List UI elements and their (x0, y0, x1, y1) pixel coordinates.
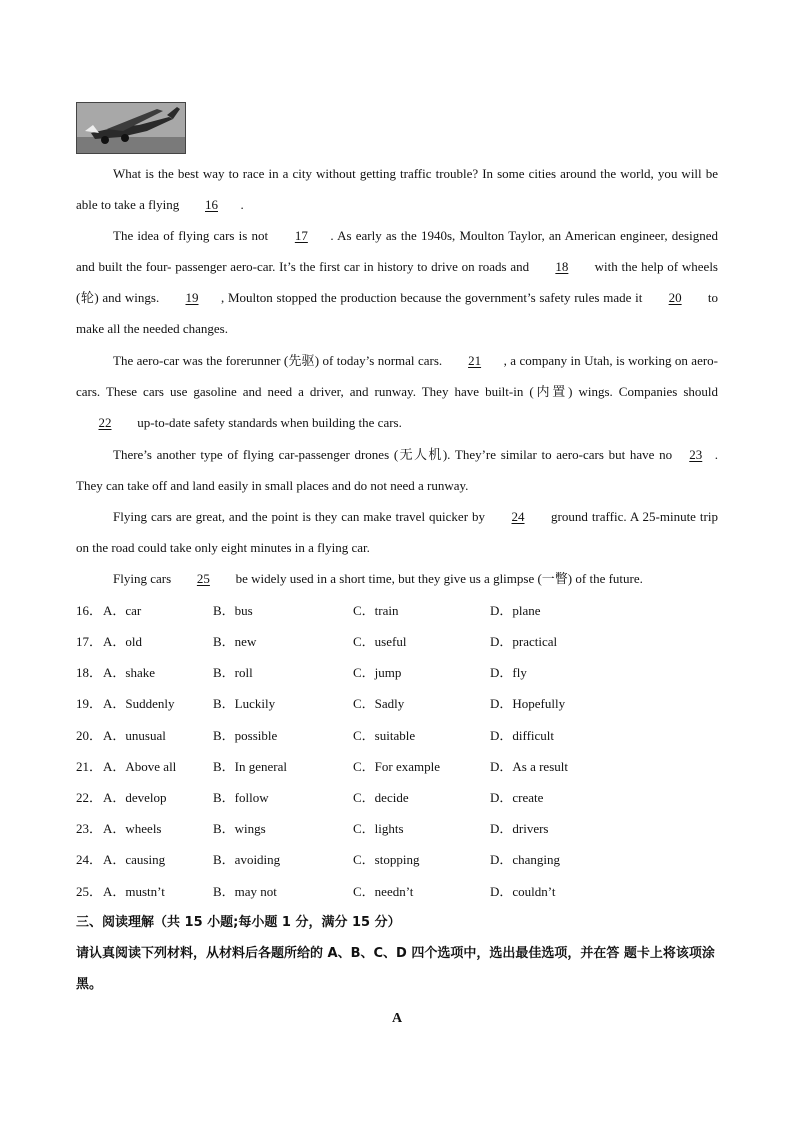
option-b[interactable]: B．possible (213, 728, 278, 743)
option-d[interactable]: D．As a result (490, 759, 568, 774)
blank-21: 21 (468, 353, 482, 368)
airplane-car-icon (77, 103, 185, 153)
flying-car-photo (76, 102, 186, 154)
option-c[interactable]: C．decide (353, 790, 409, 805)
passage-paragraph-5: Flying cars are great, and the point is they can make travel quicker by 24 ground traffic. A 25-minute trip on the road could take only eight minutes in a flying car. (76, 501, 718, 563)
option-d[interactable]: D．difficult (490, 728, 555, 743)
option-a[interactable]: A．shake (103, 665, 155, 680)
option-d[interactable]: D．changing (490, 852, 561, 867)
option-b[interactable]: B．wings (213, 821, 266, 836)
passage-paragraph-4: There’s another type of flying car-passenger drones (无人机). They’re similar to aero-cars but have no 23 . They can take off and land easily in small places and do not need a runway. (76, 439, 718, 501)
option-d[interactable]: D．practical (490, 634, 558, 649)
option-b[interactable]: B．roll (213, 665, 253, 680)
option-c[interactable]: C．needn’t (353, 884, 414, 899)
option-a[interactable]: A．car (103, 603, 142, 618)
option-a[interactable]: A．Suddenly (103, 696, 175, 711)
option-c[interactable]: C．For example (353, 759, 441, 774)
option-c[interactable]: C．train (353, 603, 399, 618)
option-c[interactable]: C．lights (353, 821, 404, 836)
option-d[interactable]: D．plane (490, 603, 541, 618)
question-24: 24． A．causing B．avoiding C．stopping D．changing (76, 844, 718, 875)
question-25: 25． A．mustn’t B．may not C．needn’t D．couldn’t (76, 876, 718, 907)
option-b[interactable]: B．new (213, 634, 257, 649)
section-heading: 三、阅读理解（共 15 小题;每小题 1 分，满分 15 分） (76, 915, 401, 930)
option-b[interactable]: B．may not (213, 884, 277, 899)
option-c[interactable]: C．suitable (353, 728, 416, 743)
blank-24: 24 (511, 509, 525, 524)
blank-17: 17 (294, 228, 308, 243)
question-21: 21． A．Above all B．In general C．For example D．As a result (76, 751, 718, 782)
blank-19: 19 (185, 290, 199, 305)
passage-paragraph-3: The aero-car was the forerunner (先驱) of today’s normal cars. 21 , a company in Utah, is working on aero-cars. These cars use gasoline and need a driver, and runway. They have built-in (内置) wings. Companies should 22 up-to-date safety standards when building the cars. (76, 345, 718, 438)
question-19: 19． A．Suddenly B．Luckily C．Sadly D．Hopefully (76, 688, 718, 719)
question-18: 18． A．shake B．roll C．jump D．fly (76, 657, 718, 688)
passage-paragraph-6: Flying cars 25 be widely used in a short time, but they give us a glimpse (一瞥) of the future. (76, 563, 718, 594)
question-16: 16． A．car B．bus C．train D．plane (76, 595, 718, 626)
option-b[interactable]: B．bus (213, 603, 253, 618)
option-a[interactable]: A．wheels (103, 821, 162, 836)
option-d[interactable]: D．Hopefully (490, 696, 566, 711)
question-20: 20． A．unusual B．possible C．suitable D．difficult (76, 720, 718, 751)
question-17: 17． A．old B．new C．useful D．practical (76, 626, 718, 657)
passage-paragraph-1: What is the best way to race in a city without getting traffic trouble? In some cities around the world, you will be able to take a flying 16 . (76, 158, 718, 220)
option-a[interactable]: A．develop (103, 790, 167, 805)
blank-18: 18 (555, 259, 569, 274)
option-a[interactable]: A．unusual (103, 728, 166, 743)
option-a[interactable]: A．Above all (103, 759, 177, 774)
passage-paragraph-2: The idea of flying cars is not 17 . As early as the 1940s, Moulton Taylor, an American engineer, designed and built the four- passenger aero-car. It’s the first car in history to drive on roads and 18 with the help of wheels (轮) and wings. 19 , Moulton stopped the production because the government’s safety rules made it 20 to make all the needed changes. (76, 220, 718, 344)
option-d[interactable]: D．drivers (490, 821, 549, 836)
option-c[interactable]: C．Sadly (353, 696, 405, 711)
blank-16: 16 (205, 197, 218, 212)
blank-23: 23 (689, 447, 703, 462)
option-b[interactable]: B．In general (213, 759, 288, 774)
option-b[interactable]: B．Luckily (213, 696, 276, 711)
option-b[interactable]: B．follow (213, 790, 269, 805)
option-c[interactable]: C．jump (353, 665, 402, 680)
question-22: 22． A．develop B．follow C．decide D．create (76, 782, 718, 813)
question-23: 23． A．wheels B．wings C．lights D．drivers (76, 813, 718, 844)
option-d[interactable]: D．create (490, 790, 544, 805)
option-a[interactable]: A．causing (103, 852, 166, 867)
option-d[interactable]: D．fly (490, 665, 527, 680)
blank-22: 22 (98, 415, 112, 430)
option-c[interactable]: C．useful (353, 634, 407, 649)
option-a[interactable]: A．old (103, 634, 143, 649)
blank-20: 20 (668, 290, 682, 305)
option-b[interactable]: B．avoiding (213, 852, 281, 867)
option-c[interactable]: C．stopping (353, 852, 420, 867)
section-instruction: 请认真阅读下列材料，从材料后各题所给的 A、B、C、D 四个选项中，选出最佳选项，并在答 题卡上将该项涂黑。 (76, 946, 715, 992)
part-label: A (391, 1011, 403, 1026)
blank-25: 25 (196, 571, 210, 586)
option-d[interactable]: D．couldn’t (490, 884, 556, 899)
option-a[interactable]: A．mustn’t (103, 884, 165, 899)
